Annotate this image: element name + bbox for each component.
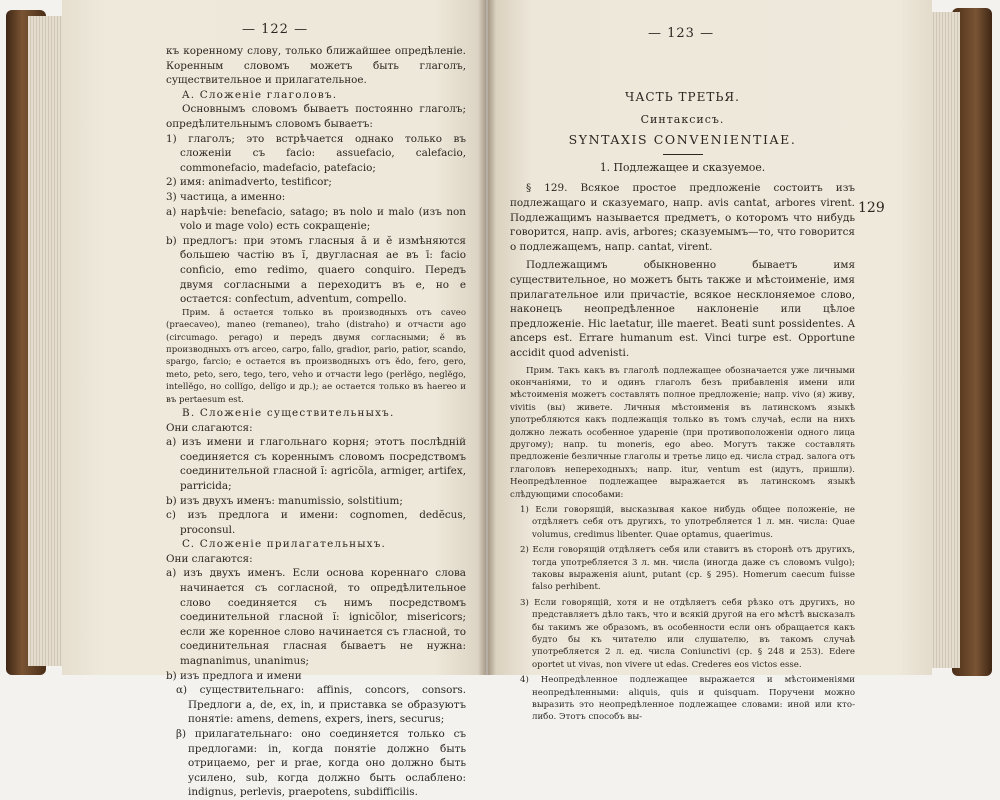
paragraph-129: § 129. Всякое простое предложеніе состоитъ изъ подлежащаго и сказуемаго, напр. avis cantat, arbores virent. Подлежащимъ называется предметъ, о которомъ что нибудь говорится, напр. avis, arbores; сказуемымъ—то, что говорится о подлежащемъ, напр. cantat, virent. — [510, 182, 855, 253]
left-line-12: b) изъ двухъ именъ: manumissio, solstitium; — [166, 494, 403, 507]
margin-paragraph-number: 129 — [858, 200, 885, 216]
right-page-number: — 123 — — [648, 26, 715, 41]
left-page — [62, 0, 486, 799]
note-item-2: 2) Если говорящій отдѣляетъ себя или ставитъ въ сторонѣ отъ другихъ, тогда употребляется 3 л. мн. числа (иногда даже съ словомъ vulgo); таковы выраженія aiunt, putant (ср. § 295). Homerum caecum fuisse falso perhibent. — [520, 545, 855, 593]
title-divider — [663, 154, 703, 155]
left-line-0: къ коренному слову, только ближайшее опредѣленіе. Коренным словомъ можетъ быть глаголъ, существительное и прилагательное. — [166, 45, 466, 87]
latin-title: SYNTAXIS CONVENIENTIAE. — [568, 132, 797, 148]
left-line-18: α) существительнаго: affinis, concors, consors. Предлоги a, de, ex, in, и приставка se образуютъ понятіе: amens, demens, expers, iners, securus; — [176, 684, 466, 726]
left-line-10: Они слагаются: — [166, 421, 253, 434]
left-line-3: 1) глаголъ; это встрѣчается однако только въ сложеніи съ facio: assuefacio, calefacio, commonefacio, madefacio, patefacio; — [166, 132, 466, 174]
left-line-16: a) изъ двухъ именъ. Если основа кореннаго слова начинается съ согласной, то опредѣлительное слово соединяется съ нимъ посредствомъ соединительной гласной ĭ: ignicŏlor, misericors; если же коренное слово начинается съ гласной, то соединительная гласная бываетъ не нужна: magnanimus, unanimus; — [166, 567, 466, 668]
subsection-heading-b: B. Сложеніе существительныхъ. — [182, 406, 395, 419]
part-title: ЧАСТЬ ТРЕТЬЯ. — [625, 90, 740, 104]
left-line-7: b) предлогъ: при этомъ гласныя ă и ĕ измѣняются большею частію въ ĭ, двугласная ae въ ī: facio conficio, emo redimo, quaero conquiro. Передъ двумя согласными a переходитъ въ e, но e остается: confectum, adventum, compello. — [166, 234, 466, 306]
left-note: Прим. ă остается только въ производныхъ отъ caveo (praecaveo), maneo (remaneo), traho (distraho) и отчасти ago (circumago. perago) и передъ двумя согласными; ĕ въ производныхъ отъ arceo, carpo, fallo, gradior, pario, patior, scando, spargo, farcio; e остается въ производныхъ отъ ĕdo, fero, gero, meto, peto, sero, tego, tero, veho и отчасти lego (perlĕgo, neglĕgo, intellĕgo, но collĭgo, delĭgo и др.); ae остается только въ haereo и въ pertaesum est. — [166, 307, 466, 405]
note-item-4: 4) Неопредѣленное подлежащее выражается и мѣстоименіями неопредѣленными: aliquis, quis и quisquam. Поручени можно выразить это неопредѣленное подлежащее словами: иной или кто-либо. Этотъ способъ вы- — [520, 675, 855, 723]
left-line-19: β) прилагательнаго: оно соединяется только съ предлогами: in, когда понятіе должно быть отрицаемо, per и prae, когда оно должно быть усилено, sub, когда должно быть ослаблено: indignus, perlevis, praepotens, subdifficilis. — [176, 728, 466, 799]
left-line-6: a) нарѣчіе: benefacio, satago; въ nolo и malo (изъ non volo и mage volo) есть сокращеніе; — [166, 205, 466, 233]
section-title: Синтаксисъ. — [640, 112, 725, 126]
left-line-13: c) изъ предлога и имени: cognomen, dedĕcus, proconsul. — [166, 509, 466, 536]
left-page-number: — 122 — — [242, 22, 309, 37]
subsection-title: 1. Подлежащее и сказуемое. — [599, 160, 766, 174]
left-page-text — [166, 44, 466, 800]
book-gutter — [478, 0, 496, 675]
left-line-2: Основнымъ словомъ бываетъ постоянно глаголъ; опредѣлительнымъ словомъ бываетъ: — [166, 103, 466, 130]
note-item-1: 1) Если говорящій, высказывая какое нибудь общее положеніе, не отдѣляетъ себя отъ другихъ, то употребляется 1 л. мн. числа: Quae volumus, credimus libenter. Quae optamus, quaerimus. — [520, 504, 855, 540]
left-line-17: b) изъ предлога и имени — [166, 669, 302, 682]
left-line-4: 2) имя: animadverto, testificor; — [166, 176, 332, 189]
paragraph-subject: Подлежащимъ обыкновенно бываетъ имя существительное, но можетъ быть также и мѣстоименіе, имя прилагательное или причастіе, всякое несклоняемое слово, наконецъ неопредѣленное наклоненіе или цѣлое предложеніе. Hic laetatur, ille maeret. Beati sunt possidentes. A anceps est. Errare humanum est. Vinci turpe est. Opportune accidit quod advenisti. — [510, 259, 855, 359]
subsection-heading-c: C. Сложеніе прилагательныхъ. — [182, 538, 387, 551]
page-edges-right — [928, 12, 960, 668]
note-paragraph: Прим. Такъ какъ въ глаголѣ подлежащее обозначается уже личными окончаніями, то и одинъ глаголъ безъ прибавленія имени или мѣстоименія можетъ составлять полное предложеніе; напр. vivo (я) живу, vivitis (вы) живете. Личныя мѣстоименія въ латинскомъ языкѣ употребляются какъ подлежащія только въ томъ случаѣ, если на нихъ должно лежать особенное удареніе (при противоположеніи одного лица другому); напр. tu moneris, ego abeo. Могутъ также составлять предложеніе безличные глаголы и третье лицо ед. числа страд. залога отъ глаголовъ непереходныхъ; напр. itur, ventum est (идутъ, пришли). Неопредѣленное подлежащее выражается въ латинскомъ языкѣ слѣдующими способами: — [510, 365, 855, 500]
left-line-5: 3) частица, а именно: — [166, 190, 286, 203]
subsection-heading-a: A. Сложеніе глаголовъ. — [182, 88, 338, 101]
note-item-3: 3) Если говорящій, хотя и не отдѣляетъ себя рѣзко отъ другихъ, но представляетъ дѣло такъ, что и всякій другой на его мѣстѣ высказалъ бы такимъ же образомъ, въ особенности если онъ обращается какъ будто бы къ читателю или слушателю, въ такомъ случаѣ употребляется 2 л. ед. числа Coniunctivi (ср. § 248 и 253). Edere oportet ut vivas, non vivere ut edas. Crederes eos victos esse. — [520, 597, 855, 670]
left-line-15: Они слагаются: — [166, 552, 253, 565]
right-page-text — [510, 90, 855, 724]
right-page — [488, 0, 932, 723]
page-edges-left — [28, 16, 64, 666]
left-line-11: a) изъ имени и глагольнаго корня; этотъ послѣдній соединяется съ кореннымъ словомъ посредствомъ соединительной гласной ĭ: agricŏla, armiger, artifex, parricida; — [166, 436, 466, 492]
